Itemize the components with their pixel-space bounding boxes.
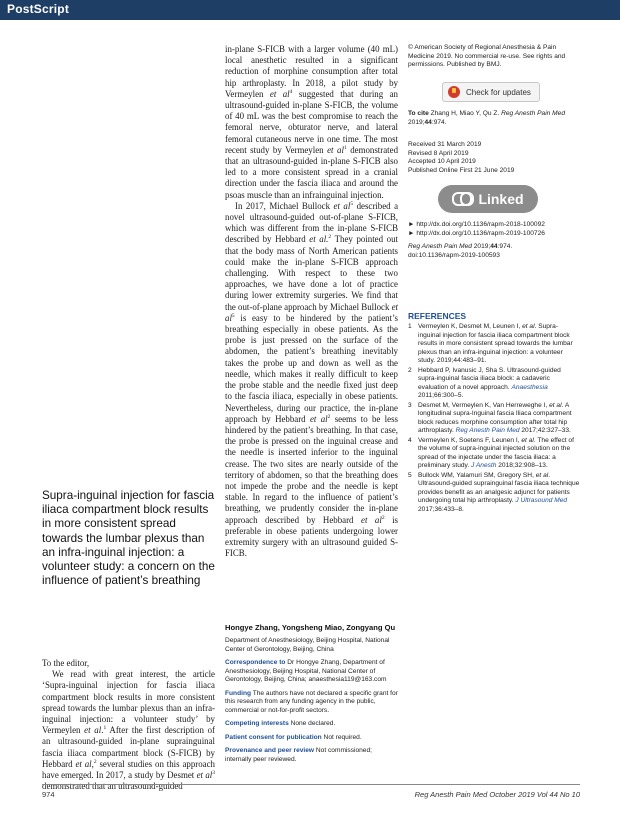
page-number: 974 <box>42 790 55 799</box>
patient-consent: Patient consent for publication Not required. <box>225 733 362 741</box>
journal-footer: Reg Anesth Pain Med October 2019 Vol 44 No 10 <box>414 790 580 799</box>
col2-paragraph-1: in-plane S-FICB with a larger volume (40 mL) local anesthetic resulted in a significant reduction of morphine consumption after total hip arthroplasty. In 2018, a pilot study by Vermeylen et $al^4$ suggested that during an ultrasound-guided in-plane S-FICB, the volume of 40 mL was the best compromise to reach the femoral nerve, obturator nerve, and lateral femoral cutaneous nerve in one time. The most recent study by Vermeylen et $al^1$ demonstrated that an ultrasound-guided in-plane S-FICB also led to a more consistent spread in a cranial direction under the fascia iliaca and around the psoas muscle than an infrainguinal injection. <box>225 44 399 200</box>
reference-item: 2 Hebbard P, Ivanusic J, Sha S. Ultrasound-guided supra-inguinal fascia iliaca block: a cadaveric evaluation of a novel approach. Anaesthesia 2011;66:300–5. <box>408 366 561 399</box>
citation: To cite Zhang H, Miao Y, Qu Z. Reg Anesth Pain Med 2019;44:974. <box>408 110 565 126</box>
crossmark-icon <box>448 86 460 98</box>
col2-body <box>225 44 398 559</box>
col2-paragraph-2: In 2017, Michael Bullock et $al^5$ described a novel ultrasound-guided out-of-plane S-FICB, which was different from the in-plane S-FICB described by Hebbard et al.$^2$ They pointed out that the body mass of North American patients could make the in-plane S-FICB approach challenging. With respect to these two approaches, we have done a lot of practice during lower extremity surgeries. We find that the out-of-plane approach by Michael Bullock et $al^5$ is easy to be hindered by the patient’s breathing especially in obese patients. As the probe is just pressed on the surface of the abdomen, the patient’s breathing inevitably takes the probe up and down as well as the needle, which makes it really difficult to keep the probe stable and the needle fixed just deep to the fascia iliaca, especially in obese patients. Nevertheless, during our practice, the in-plane approach by Hebbard et $al^2$ seems to be less hindered by the patient’s breathing. In that case, the probe is pressed on the inguinal crease and the needle is inserted inferior to the inguinal crease. The two sites are nearly outside of the territory of abdomen, so that the breathing does not impede the probe and the needle is kept stable. In regard to the influence of patient’s breathing, we prudently consider the in-plane approach described by Hebbard et $al^2$ is preferable in obese patients undergoing lower extremity surgery with an ultrasound guided S-FICB. <box>225 200 399 559</box>
section-header-bar <box>0 0 620 20</box>
linked-article-list <box>408 221 580 238</box>
reference-item: 3 Desmet M, Vermeylen K, Van Herreweghe I, et al. A longitudinal supra-Inguinal fascia Iliaca compartment block reduces morphine consumption after total hip arthroplasty. Reg Anesth Pain Med 2017;42:327–33. <box>408 401 572 434</box>
linked-article-link[interactable]: ► http://dx.doi.org/10.1136/rapm-2019-100726 <box>408 229 545 237</box>
author-list: Hongye Zhang, Yongsheng Miao, Zongyang Qu <box>225 623 396 632</box>
linked-article-link[interactable]: ► http://dx.doi.org/10.1136/rapm-2018-100092 <box>408 221 545 228</box>
reference-journal-link[interactable]: Anaesthesia <box>511 383 548 391</box>
check-for-updates-button[interactable]: Check for updates <box>442 82 540 102</box>
reference-item: 1 Vermeylen K, Desmet M, Leunen I, et al. Supra-inguinal injection for fascia iliaca compartment block results in more consistent spread towards the lumbar plexus than an infra-inguinal injection: a volunteer study. 2019;44:483–91. <box>408 323 573 364</box>
chain-link-icon <box>452 192 472 206</box>
article-title: Supra-inguinal injection for fascia iliaca compartment block results in more consistent spread towards the lumbar plexus than an infra-inguinal injection: a volunteer study: a concern on the influence of patient’s breathing <box>42 489 215 588</box>
correspondence: Correspondence to Dr Hongye Zhang, Department of Anesthesiology, Beijing Hospital, National Center of Gerontology, Beijing, China; anaesthesia119@163.com <box>225 659 387 683</box>
provenance: Provenance and peer review Not commissioned; internally peer reviewed. <box>225 747 372 763</box>
article-history: Received 31 March 2019 Revised 8 April 2019 Accepted 10 April 2019 Published Online First 21 June 2019 <box>408 141 515 174</box>
salutation: To the editor, <box>42 658 90 668</box>
article-info <box>225 637 398 764</box>
linked-articles-badge[interactable]: Linked <box>438 185 538 213</box>
affiliation: Department of Anesthesiology, Beijing Hospital, National Center of Gerontology, Beijing, China <box>225 637 390 653</box>
journal-citation-doi: Reg Anesth Pain Med 2019;44:974. doi:10.1136/rapm-2019-100593 <box>408 243 513 259</box>
references-heading: REFERENCES <box>408 311 467 321</box>
reference-journal-link[interactable]: J Ultrasound Med <box>515 497 568 504</box>
footer-divider <box>42 784 580 785</box>
reference-item: 5 Bullock WM, Yalamuri SM, Gregory SH, et al. Ultrasound-guided suprainguinal fascia iliaca technique provides benefit as an analgesic adjunct for patients undergoing total hip arthroplasty. J Ultrasound Med 2017;36:433–8. <box>408 471 580 513</box>
copyright-notice: © American Society of Regional Anesthesia & Pain Medicine 2019. No commercial re-use. See rights and permissions. Published by BMJ. <box>408 44 566 68</box>
col1-paragraph: We read with great interest, the article ‘Supra-inguinal injection for fascia iliaca compartment block results in more consistent spread towards the lumbar plexus than an infra-inguinal injection: a volunteer study’ by Vermeylen et al.$^1$ After the first description of an ultrasound-guided in-plane suprainguinal fascia iliaca compartment block (S-FICB) by Hebbard et al,$^2$ several studies on this approach have emerged. In 2017, a study by Desmet et $al^3$ demonstrated that an ultrasound-guided <box>42 669 216 792</box>
section-label: PostScript <box>7 2 70 16</box>
reference-journal-link[interactable]: Reg Anesth Pain Med <box>455 427 520 434</box>
funding: Funding The authors have not declared a specific grant for this research from any funding agency in the public, commercial or not-for-profit sectors. <box>225 689 398 714</box>
references-list <box>408 323 580 515</box>
reference-item: 4 Vermeylen K, Soetens F, Leunen I, et al. The effect of the volume of supra-inguinal injected solution on the spread of the injectate under the fascia iliaca: a preliminary study. J Anesth 2018;32:908–13. <box>408 436 574 469</box>
col1-body <box>42 658 215 792</box>
reference-journal-link[interactable]: J Anesth <box>471 462 497 469</box>
competing-interests: Competing interests None declared. <box>225 720 336 727</box>
